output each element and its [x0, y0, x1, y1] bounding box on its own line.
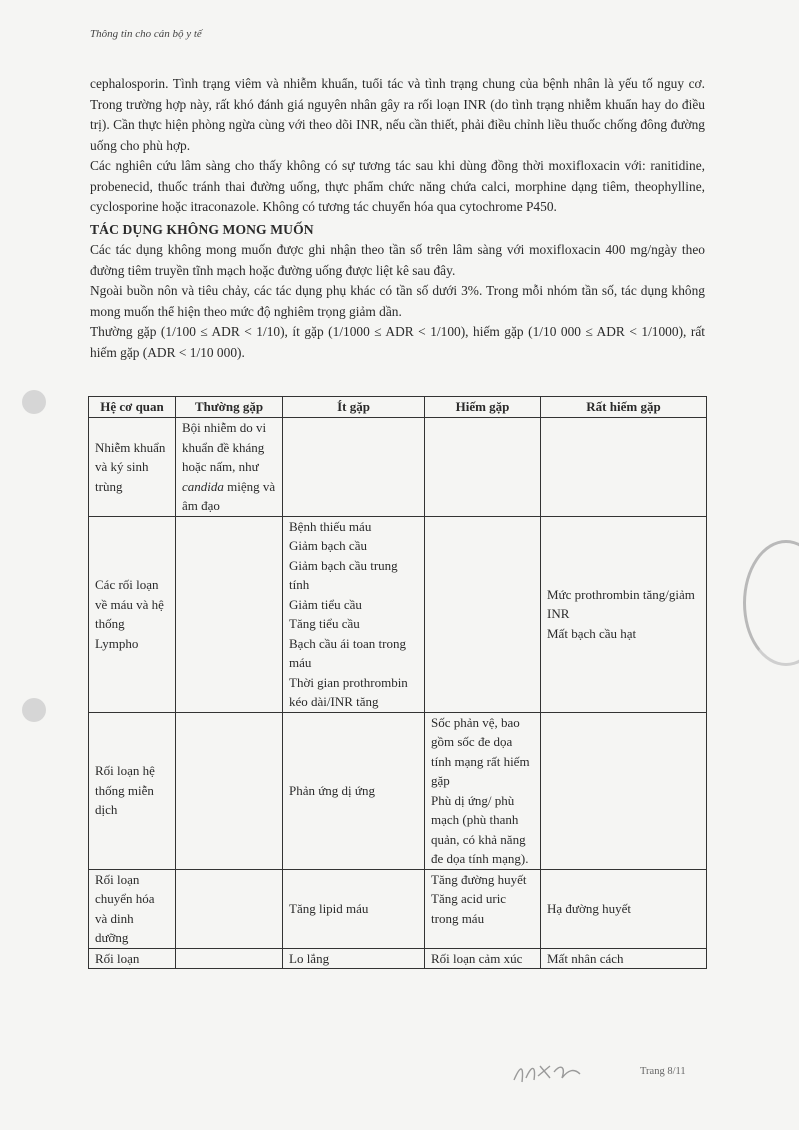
uncommon-cell: Bệnh thiếu máu Giảm bạch cầu Giảm bạch cầu trung tính Giảm tiểu cầu Tăng tiểu cầu Bạch cầu ái toan trong máu Thời gian prothrombin kéo dài/INR tăng [283, 516, 425, 712]
signature-mark [510, 1058, 600, 1088]
paragraph-adr-frequency: Ngoài buồn nôn và tiêu chảy, các tác dụng phụ khác có tần số dưới 3%. Trong mỗi nhóm tần số, tác dụng không mong muốn thể hiện theo mức độ nghiêm trọng giảm dần. [90, 283, 705, 319]
table-row [89, 418, 707, 517]
paragraph-no-interactions: Các nghiên cứu lâm sàng cho thấy không có sự tương tác sau khi dùng đồng thời moxifloxacin với: ranitidine, probenecid, thuốc tránh thai đường uống, thực phẩm chức năng chứa calci, morphine dạng tiêm, theophylline, cyclosporine hoặc itraconazole. Không có tương tác chuyển hóa qua cytochrome P450. [90, 158, 705, 214]
common-cell [176, 712, 283, 869]
common-cell: Bội nhiễm do vi khuẩn đề kháng hoặc nấm, như candida miệng và âm đạo [176, 418, 283, 517]
rare-cell [425, 418, 541, 517]
header-rare: Hiếm gặp [425, 397, 541, 418]
very-rare-cell: Mất nhân cách [541, 948, 707, 969]
body-text [90, 74, 705, 363]
very-rare-cell [541, 712, 707, 869]
common-cell [176, 516, 283, 712]
punch-hole [22, 390, 46, 414]
very-rare-cell: Hạ đường huyết [541, 869, 707, 948]
punch-hole [22, 698, 46, 722]
very-rare-cell: Mức prothrombin tăng/giảm INR Mất bạch cầu hạt [541, 516, 707, 712]
stamp-fragment [743, 540, 799, 666]
organ-metabolism-nutrition: Rối loạn chuyển hóa và dinh dưỡng [89, 869, 176, 948]
header-uncommon: Ít gặp [283, 397, 425, 418]
uncommon-cell [283, 418, 425, 517]
organ-infections: Nhiễm khuẩn và ký sinh trùng [89, 418, 176, 517]
header-very-rare: Rất hiếm gặp [541, 397, 707, 418]
uncommon-cell: Tăng lipid máu [283, 869, 425, 948]
rare-cell: Sốc phản vệ, bao gồm sốc đe dọa tính mạng rất hiếm gặp Phù dị ứng/ phù mạch (phù thanh quản, có khả năng đe dọa tính mạng). [425, 712, 541, 869]
organ-partial: Rối loạn [89, 948, 176, 969]
very-rare-cell [541, 418, 707, 517]
table-header-row [89, 397, 707, 418]
paragraph-frequency-definitions: Thường gặp (1/100 ≤ ADR < 1/10), ít gặp (1/1000 ≤ ADR < 1/100), hiếm gặp (1/10 000 ≤ ADR < 1/1000), rất hiếm gặp (ADR < 1/10 000). [90, 324, 705, 360]
rare-cell: Tăng đường huyết Tăng acid uric trong máu [425, 869, 541, 948]
organ-blood-lymph: Các rối loạn về máu và hệ thống Lympho [89, 516, 176, 712]
organ-immune-system: Rối loạn hệ thống miễn dịch [89, 712, 176, 869]
page-number: Trang 8/11 [640, 1066, 686, 1077]
paragraph-interactions-inr: cephalosporin. Tình trạng viêm và nhiễm khuẩn, tuổi tác và tình trạng chung của bệnh nhân là yếu tố nguy cơ. Trong trường hợp này, rất khó đánh giá nguyên nhân gây ra rối loạn INR (do tình trạng nhiễm khuẩn hay do điều trị). Cần thực hiện phòng ngừa cùng với theo dõi INR, nếu cần thiết, phải điều chỉnh liều thuốc chống đông đường uống cho phù hợp. [90, 76, 705, 153]
table-row [89, 948, 707, 969]
section-heading-adverse-effects: TÁC DỤNG KHÔNG MONG MUỐN [90, 221, 314, 237]
page-header: Thông tin cho cán bộ y tế [90, 28, 202, 40]
header-common: Thường gặp [176, 397, 283, 418]
rare-cell [425, 516, 541, 712]
header-organ-system: Hệ cơ quan [89, 397, 176, 418]
table-row [89, 869, 707, 948]
rare-cell: Rối loạn cảm xúc [425, 948, 541, 969]
common-cell [176, 869, 283, 948]
table-row [89, 516, 707, 712]
uncommon-cell: Phản ứng dị ứng [283, 712, 425, 869]
paragraph-adr-intro: Các tác dụng không mong muốn được ghi nhận theo tần số trên lâm sàng với moxifloxacin 400 mg/ngày theo đường tiêm truyền tĩnh mạch hoặc đường uống được liệt kê sau đây. [90, 242, 705, 278]
adverse-effects-table [88, 396, 707, 969]
common-cell [176, 948, 283, 969]
uncommon-cell: Lo lắng [283, 948, 425, 969]
table-row [89, 712, 707, 869]
